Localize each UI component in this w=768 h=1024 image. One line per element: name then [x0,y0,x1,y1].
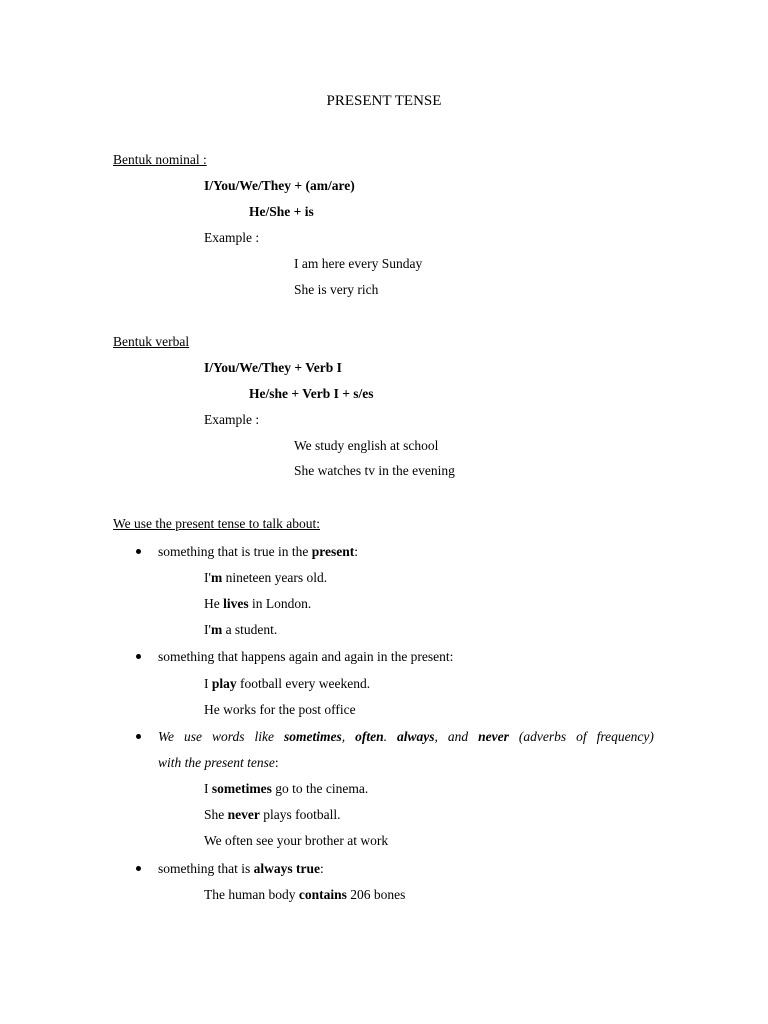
usage-bullet-3-example-1: I sometimes go to the cinema. [204,781,369,796]
verbal-formula-2: He/she + Verb I + s/es [249,386,374,401]
usage-bullet-4-example-1: The human body contains 206 bones [204,887,406,902]
nominal-example-1: I am here every Sunday [294,256,423,271]
usage-bullet-3-example-3: We often see your brother at work [204,833,389,848]
verbal-example-2: She watches tv in the evening [294,463,455,478]
usage-bullet-2-example-2: He works for the post office [204,702,356,717]
usage-bullet-3-example-2: She never plays football. [204,807,341,822]
verbal-example-label: Example : [204,412,260,427]
usage-bullet-3-line-2: with the present tense: [158,755,279,770]
nominal-example-2: She is very rich [294,282,379,297]
page-title: PRESENT TENSE [326,93,442,109]
usage-bullet-3-line-1: We use words like sometimes, often. always, and never (adverbs of frequency) [158,729,654,744]
bullet-icon [136,654,141,659]
nominal-heading: Bentuk nominal : [113,152,207,167]
nominal-formula-1: I/You/We/They + (am/are) [204,178,355,193]
verbal-heading: Bentuk verbal [113,334,190,349]
usage-bullet-1-example-1: I'm nineteen years old. [204,570,328,585]
nominal-example-label: Example : [204,230,260,245]
bullet-icon [136,866,141,871]
usage-bullet-1-example-2: He lives in London. [204,596,312,611]
usage-bullet-2-example-1: I play football every weekend. [204,676,371,691]
verbal-formula-1: I/You/We/They + Verb I [204,360,342,375]
nominal-formula-2: He/She + is [249,204,314,219]
usage-bullet-1-example-3: I'm a student. [204,622,278,637]
usage-bullet-1: something that is true in the present: [158,544,358,559]
verbal-example-1: We study english at school [294,438,439,453]
usage-heading: We use the present tense to talk about: [113,516,320,531]
usage-bullet-4: something that is always true: [158,861,324,876]
bullet-icon [136,549,141,554]
usage-bullet-2: something that happens again and again in the present: [158,649,454,664]
bullet-icon [136,734,141,739]
